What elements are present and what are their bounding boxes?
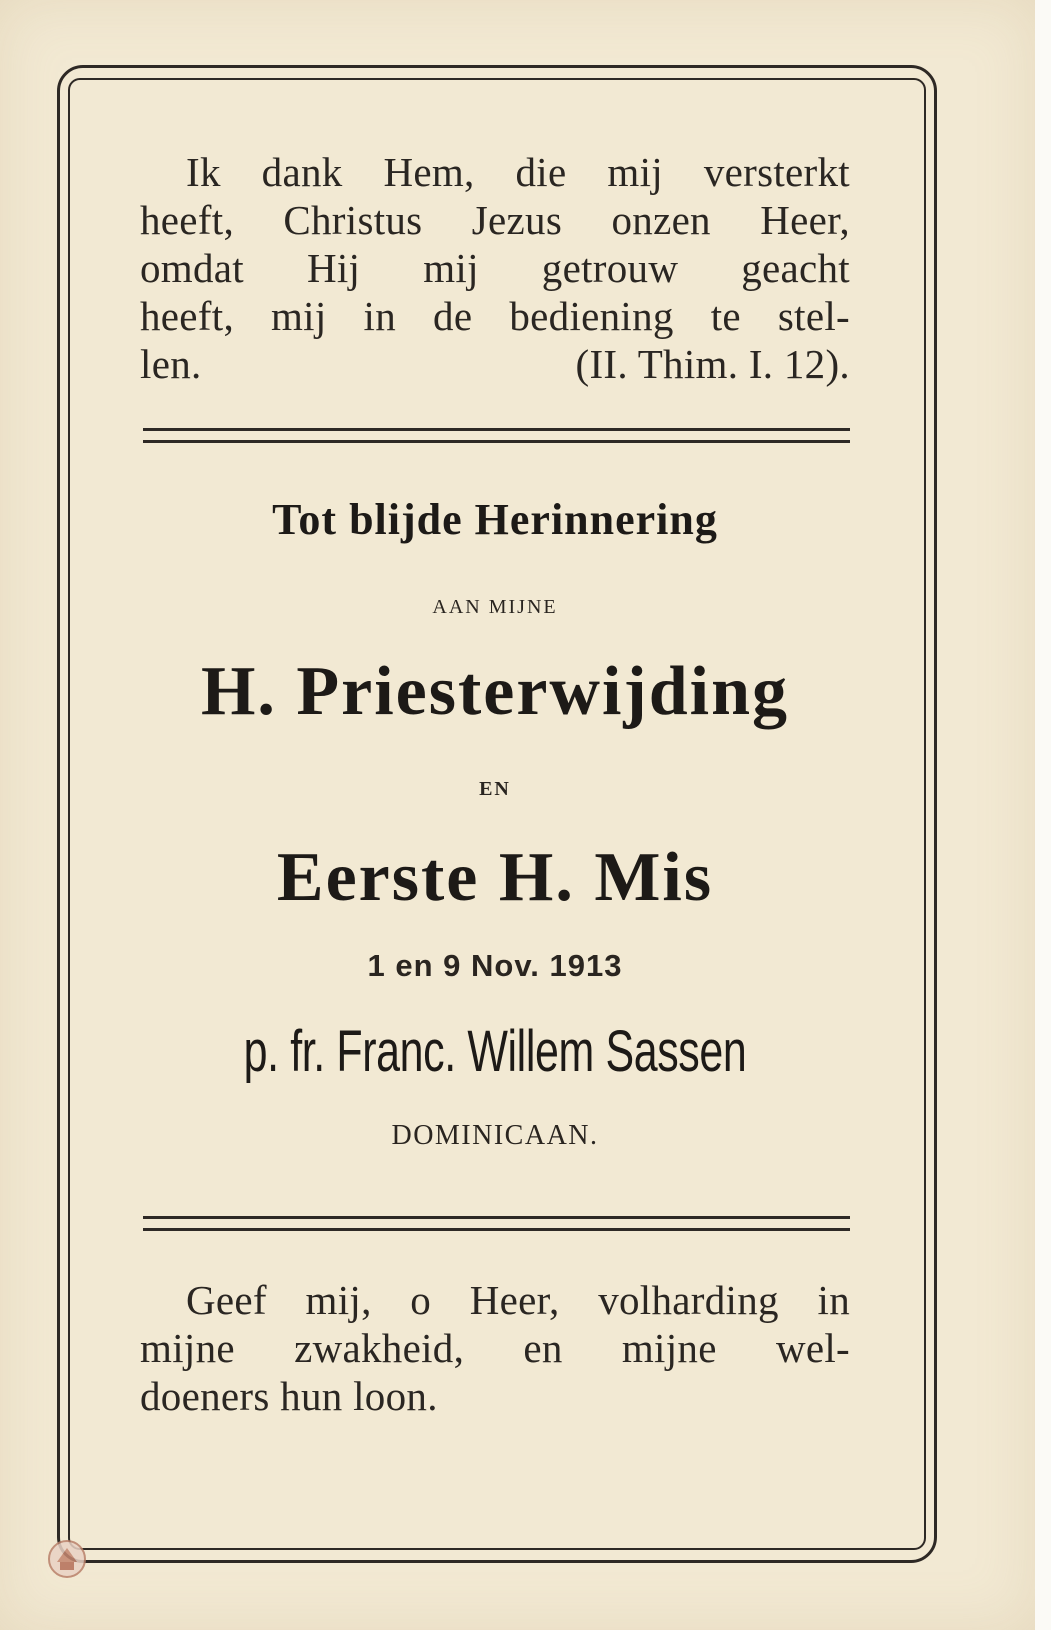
verse-top-line-1: Ik dank Hem, die mij versterkt — [186, 149, 850, 195]
priest-name: p. fr. Franc. Willem Sassen — [243, 1019, 747, 1084]
verse-top-line-3: omdat Hij mij getrouw geacht — [140, 245, 850, 291]
card-edge — [1035, 0, 1051, 1630]
name-line — [120, 1018, 870, 1085]
verse-top-line-2: heeft, Christus Jezus onzen Heer, — [140, 197, 850, 243]
collector-seal-icon — [46, 1538, 88, 1580]
scripture-reference: (II. Thim. I. 12). — [575, 341, 850, 387]
verse-bottom — [140, 1276, 850, 1420]
verse-top-line-4: heeft, mij in de bediening te stel- — [140, 293, 850, 339]
en-label: EN — [479, 778, 511, 800]
verse-top-line-5-left: len. — [140, 341, 202, 387]
divider-bottom — [143, 1216, 850, 1231]
title-eerste-mis: Eerste H. Mis — [276, 839, 714, 916]
aan-mijne-label: AAN MIJNE — [432, 596, 558, 618]
date-text: 1 en 9 Nov. 1913 — [367, 948, 623, 983]
title-priesterwijding: H. Priesterwijding — [200, 653, 790, 730]
verse-top-line-5 — [140, 340, 850, 388]
intro-heading: Tot blijde Herinnering — [272, 495, 718, 544]
verse-bottom-line-2: mijne zwakheid, en mijne wel- — [140, 1325, 850, 1371]
verse-top — [140, 148, 850, 388]
verse-bottom-line-3: doeners hun loon. — [140, 1373, 438, 1419]
divider-top — [143, 428, 850, 443]
verse-bottom-line-1: Geef mij, o Heer, volharding in — [186, 1277, 850, 1323]
order-label: DOMINICAAN. — [391, 1120, 599, 1151]
